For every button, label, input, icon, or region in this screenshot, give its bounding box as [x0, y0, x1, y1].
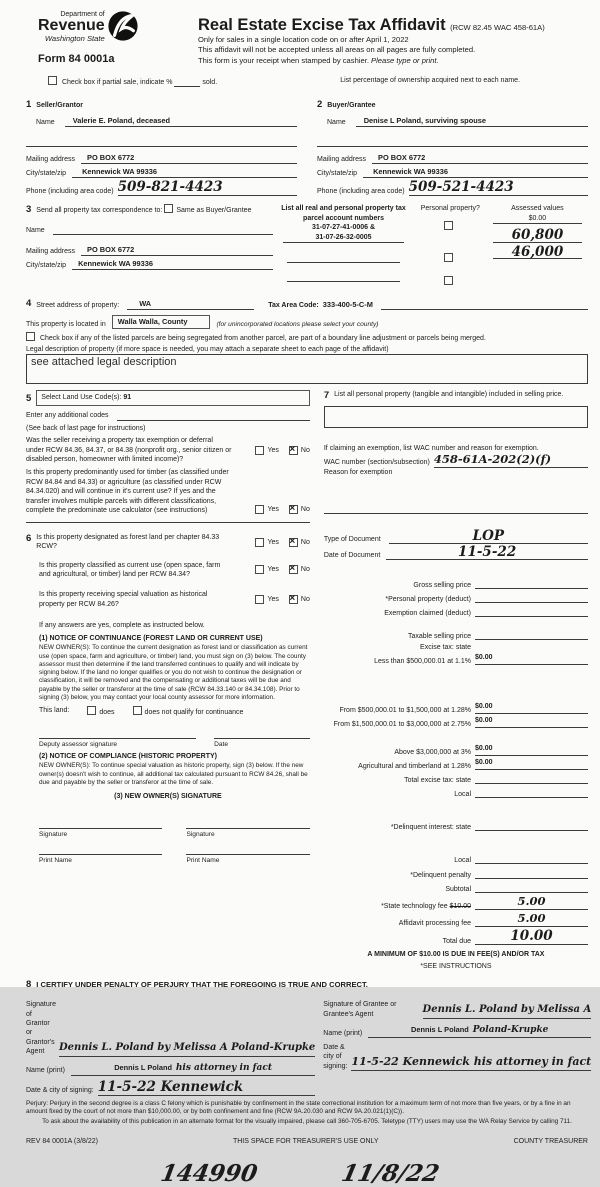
wac-number-field[interactable]: 458-61A-202(2)(f): [434, 454, 588, 468]
section7-number: 7: [323, 390, 330, 402]
tty-note: To ask about the availability of this publication in an alternate format for the visually impaired, please call 360-705-6705. Teletype (TTY) users may use the WA Relay Service by calling 711.: [42, 1118, 572, 1126]
parcel-field-2[interactable]: [287, 252, 399, 263]
tax-1.28-field: $0.00: [475, 703, 588, 714]
section3-name-field[interactable]: [53, 224, 274, 235]
grantee-name-print-label: Name (print): [323, 1029, 363, 1037]
section3-city-field[interactable]: Kennewick WA 99336: [72, 259, 273, 270]
seller-mailing-field[interactable]: PO BOX 6772: [81, 153, 297, 164]
seller-phone-field[interactable]: 509-821-4423: [118, 181, 297, 196]
county-select[interactable]: Walla Walla, County: [112, 315, 211, 329]
buyer-city-label: City/state/zip: [317, 169, 358, 177]
assessed-header: Assessed values: [511, 205, 564, 213]
personal-property-column: [414, 204, 487, 288]
delinquent-penalty-field[interactable]: [475, 868, 588, 879]
county-treasurer-label: COUNTY TREASURER: [513, 1137, 588, 1145]
s5q2-yes-checkbox[interactable]: [255, 505, 264, 514]
s5q1-yes-checkbox[interactable]: [255, 446, 264, 455]
buyer-section: [317, 94, 588, 196]
grantor-signature-field[interactable]: Dennis L. Poland by Melissa A Poland-Krupke: [59, 1043, 315, 1057]
section8-number: 8: [26, 979, 32, 991]
section8: [26, 979, 592, 1126]
seller-city-label: City/state/zip: [26, 169, 67, 177]
seller-name-label: Name: [36, 118, 55, 126]
does-checkbox[interactable]: [87, 706, 96, 715]
grantor-date-city-label: Date & city of signing:: [26, 1087, 94, 1095]
deputy-signature-label: Deputy assessor signature: [39, 740, 118, 748]
type-of-document-label: Type of Document: [323, 535, 381, 543]
section5-number: 5: [26, 392, 32, 404]
assessed-values-column: [487, 204, 588, 288]
section6-q1-text: Is this property designated as forest land per chapter 84.33 RCW?: [36, 533, 220, 551]
state-technology-fee-field[interactable]: 5.00: [475, 896, 588, 910]
assessed-value-2[interactable]: 46,000: [493, 243, 582, 259]
signature-rows: [26, 1000, 592, 1096]
affidavit-processing-fee-field[interactable]: 5.00: [475, 913, 588, 927]
certify-statement: I CERTIFY UNDER PENALTY OF PERJURY THAT THE FOREGOING IS TRUE AND CORRECT.: [36, 980, 368, 990]
seller-phone-label: Phone (including area code): [26, 187, 114, 195]
personal-property-list-box[interactable]: [324, 406, 588, 428]
right-column: [324, 390, 588, 971]
does-not-checkbox[interactable]: [133, 706, 142, 715]
section6-q3: Is this property receiving special valuation as historical property per RCW 84.26? Yes × No: [26, 590, 310, 609]
agency-sub: Washington State: [44, 33, 105, 43]
tax-area-extra-line[interactable]: [381, 299, 588, 310]
notice2-body: NEW OWNER(S): To continue special valuation as historic property, sign (3) below. If the new owner(s) doesn't wish to continue, all additional tax calculated pursuant to RCW 84.26, shall be due and payable by the seller or transferor at the time of sale.: [39, 762, 308, 786]
rev-number: REV 84 0001A (3/8/22): [26, 1137, 98, 1145]
minimum-note: A MINIMUM OF $10.00 IS DUE IN FEE(S) AND/OR TAX: [367, 951, 545, 959]
section7-heading-row: [324, 390, 588, 403]
located-label: This property is located in: [26, 320, 106, 328]
footer-row: [26, 1137, 588, 1146]
legal-description-label: Legal description of property (if more space is needed, you may attach a separate sheet to each page of the affidavit): [26, 345, 389, 353]
street-address-field[interactable]: WA: [127, 299, 254, 310]
tax-3-field: $0.00: [475, 745, 588, 756]
tax-area-value: 333-400-5-C-M: [322, 300, 373, 310]
taxable-selling-price-field[interactable]: [475, 629, 588, 640]
personal-property-checkbox-2[interactable]: [444, 253, 453, 262]
notice2-title: (2) NOTICE OF COMPLIANCE (HISTORIC PROPERTY): [39, 752, 217, 760]
land-use-code-box[interactable]: Select Land Use Code(s): 91: [36, 390, 310, 405]
partial-sale-label: Check box if partial sale, indicate %: [61, 78, 173, 86]
total-excise-state-field[interactable]: [475, 773, 588, 784]
this-land-row: This land: does does not qualify for continuance: [39, 707, 244, 717]
parties: [26, 94, 588, 196]
personal-property-checkbox-1[interactable]: [444, 221, 453, 230]
section5-q1-text: Was the seller receiving a property tax exemption or deferral under RCW 84.36, 84.37, or 84.38 (nonprofit org., senior citizen or disabled person, homeowner with limited income)?: [26, 437, 232, 464]
agency-block: [26, 10, 198, 66]
s6q2-no-checkbox[interactable]: [289, 565, 298, 574]
form-number: Form 84 0001a: [38, 53, 115, 65]
total-due-field[interactable]: 10.00: [475, 930, 588, 945]
ownership-note: List percentage of ownership acquired next to each name.: [340, 76, 521, 84]
any-yes-note: If any answers are yes, complete as instructed below.: [39, 622, 205, 630]
section3-left: [26, 204, 273, 288]
assessed-value-1[interactable]: 60,800: [493, 226, 582, 243]
tax-1.1-field: $0.00: [475, 654, 588, 665]
total-excise-local-field[interactable]: [475, 787, 588, 798]
s5q1-no-checkbox[interactable]: [289, 446, 298, 455]
reason-field[interactable]: [324, 503, 588, 514]
grantee-signature-field[interactable]: Dennis L. Poland by Melissa A: [423, 1005, 592, 1019]
same-as-buyer-checkbox[interactable]: [164, 204, 173, 213]
legal-description-box[interactable]: see attached legal description: [26, 354, 588, 384]
segregated-label: Check box if any of the listed parcels are being segregated from another parcel, are part of a boundary line adjustment or parcels being merged.: [39, 335, 486, 343]
grantor-date-city-field[interactable]: 11-5-22 Kennewick: [98, 1081, 316, 1096]
buyer-mailing-label: Mailing address: [317, 155, 367, 163]
this-land-label: This land:: [39, 707, 70, 715]
revenue-logo-icon: [107, 10, 139, 47]
buyer-name-label: Name: [327, 118, 346, 126]
section3-number: 3: [26, 204, 32, 216]
tax-agri-field: $0.00: [475, 759, 588, 770]
left-column: [26, 390, 324, 971]
new-owners-signature-title: (3) NEW OWNER(S) SIGNATURE: [114, 793, 222, 801]
section1-number: 1: [26, 99, 32, 111]
form-header: [26, 10, 588, 66]
tax-2.75-field: $0.00: [475, 717, 588, 728]
treasurer-space-label: THIS SPACE FOR TREASURER'S USE ONLY: [232, 1137, 379, 1145]
header-line3: This form is your receipt when stamped by cashier. Please type or print.: [198, 55, 439, 65]
s6q1-no-checkbox[interactable]: [289, 538, 298, 547]
same-as-buyer-label: Same as Buyer/Grantee: [176, 207, 252, 215]
section4: [26, 298, 588, 385]
grantee-name-print-field[interactable]: Dennis L Poland Poland-Krupke: [368, 1025, 591, 1038]
owner-signature-row: Signature Signature: [26, 828, 310, 838]
personal-property-deduct-field[interactable]: [475, 592, 588, 603]
parcel-column: [273, 204, 414, 288]
s5q2-no-checkbox[interactable]: [289, 505, 298, 514]
buyer-name2-field[interactable]: [317, 136, 588, 147]
buyer-phone-field[interactable]: 509-521-4423: [409, 181, 588, 196]
personal-property-header: Personal property?: [420, 205, 480, 213]
gross-selling-price-field[interactable]: [475, 578, 588, 589]
exemption-note: If claiming an exemption, list WAC number and reason for exemption.: [323, 445, 539, 453]
partial-percent-field[interactable]: [174, 76, 200, 87]
grantor-name-print-field[interactable]: Dennis L Poland his attorney in fact: [71, 1063, 315, 1076]
grantor-signature-label: Signature of Grantor or Grantor's Agent: [26, 1001, 56, 1056]
grantor-column: [26, 1000, 315, 1096]
buyer-heading: Buyer/Grantee: [327, 102, 376, 110]
s6q3-no-checkbox[interactable]: [289, 595, 298, 604]
section3-mailing-label: Mailing address: [26, 247, 76, 255]
parcel-1: 31-07-27-41-0006 &: [311, 224, 376, 232]
section3: [26, 204, 588, 288]
section5-q2: Is this property predominantly used for timber (as classified under RCW 84.84 and 84.33) or agriculture (as classified under RCW 84.34.020) and will continue in it's current use? If yes and the transfer involves multiple parcels with different classifications, complete the predominate use calculator (see instructions) Yes × No: [26, 468, 310, 522]
treasurer-stamp-date: 11/8/22: [339, 1160, 442, 1187]
segregated-checkbox[interactable]: [26, 332, 35, 341]
partial-sale-checkbox[interactable]: [48, 76, 57, 85]
s6q2-yes-checkbox[interactable]: [255, 565, 264, 574]
type-of-document-field[interactable]: LOP: [389, 530, 588, 544]
section6-q2: Is this property classified as current use (open space, farm and agricultural, or timber) land per RCW 84.34? Yes × No: [26, 561, 310, 580]
section5-q1: Was the seller receiving a property tax exemption or deferral under RCW 84.36, 84.37, or 84.38 (nonprofit org., senior citizen or disabled person, homeowner with limited income)? Yes × No: [26, 436, 310, 464]
section3-mailing-field[interactable]: PO BOX 6772: [81, 245, 273, 256]
section6-number: 6: [26, 532, 32, 544]
agency-name: Revenue: [38, 17, 105, 35]
seller-section: [26, 94, 297, 196]
buyer-city-field[interactable]: Kennewick WA 99336: [363, 167, 588, 178]
buyer-mailing-field[interactable]: PO BOX 6772: [372, 153, 588, 164]
exemption-claimed-field[interactable]: [475, 606, 588, 617]
parcel-2: 31-07-26-32-0005: [283, 233, 404, 243]
treasurer-stamp-number: 144990: [158, 1160, 260, 1187]
partial-sale-row: [26, 76, 588, 87]
tax-area-label: Tax Area Code:: [268, 302, 319, 309]
grantee-date-city-field[interactable]: 11-5-22 Kennewick his attorney in fact: [351, 1056, 591, 1071]
treasurer-stamps: [26, 1160, 588, 1187]
s6q1-yes-checkbox[interactable]: [255, 538, 264, 547]
section3-city-label: City/state/zip: [26, 261, 67, 269]
section4-number: 4: [26, 297, 32, 309]
delinquent-interest-local-field[interactable]: [475, 853, 588, 864]
title-block: [198, 10, 588, 66]
date-of-document-field[interactable]: 11-5-22: [386, 546, 588, 560]
seller-name2-field[interactable]: [26, 136, 297, 147]
section2-number: 2: [317, 99, 323, 111]
seller-name-field[interactable]: Valerie E. Poland, deceased: [65, 116, 297, 127]
additional-codes-label: Enter any additional codes: [26, 412, 109, 420]
seller-city-field[interactable]: Kennewick WA 99336: [72, 167, 297, 178]
s6q3-yes-checkbox[interactable]: [255, 595, 264, 604]
seller-heading: Seller/Grantor: [36, 102, 83, 110]
section3-name-label: Name: [26, 226, 45, 234]
date-of-document-label: Date of Document: [323, 551, 381, 559]
grantor-name-print-label: Name (print): [26, 1067, 65, 1075]
tax-computation: Gross selling price *Personal property (deduct) Exemption claimed (deduct) Taxable selling price Excise tax: state Less than $500,000.01 at 1.1% $0.00 From $500,000.01 to $1,500,000 at 1.28% $0.00 From $1,500,000.01 to $3,000,000 at 2.75% $0.00 Above $3,000,000 at 3% $0.00 Agricultural and timberland at 1.28% $0.00 Total excise tax: state Local *Delinquent interest: state Local *Delinquent penalty Subtotal *State technology fee $10.00 5.00 Affidavit processing fee 5.00 Total due 10.00 A MINIMUM OF $10.00 IS DUE IN FEE(S) AND/OR TAX *SEE INSTRUCTIONS: [324, 578, 588, 971]
subtotal-field[interactable]: [475, 882, 588, 893]
form-title-rcw: (RCW 82.45 WAC 458-61A): [450, 23, 545, 32]
buyer-phone-label: Phone (including area code): [317, 187, 405, 195]
form-title: Real Estate Excise Tax Affidavit: [198, 16, 446, 34]
notice1-body: NEW OWNER(S): To continue the current designation as forest land or classification as current use (open space, farm and agriculture, or timber) land, you must sign on (3) below. The county assessor must then determine if the land transferred continues to qualify and will indicate by signing below. If the land no longer qualifies or you do not wish to continue the designation or classification, it will be removed and the compensating or additional taxes will be due and payable by the seller or transferor at the time of sale (RCW 84.33.140 or 84.34.108). Prior to signing (3) below, you may contact your local county assessor for more information.: [39, 644, 308, 702]
header-line2: This affidavit will not be accepted unless all areas on all pages are fully completed.: [198, 45, 476, 55]
agency-top: Department of: [60, 11, 105, 18]
deputy-row: [26, 738, 310, 748]
section6-q2-text: Is this property classified as current use (open space, farm and agricultural, or timber) land per RCW 84.34?: [39, 561, 221, 578]
section5-q2-text: Is this property predominantly used for timber (as classified under RCW 84.84 and 84.33) or agriculture (as classified under RCW 84.34.020) and will continue in it's current use? If yes and the transfer involves multiple parcels with different classifications, complete the predominate use calculator (see instructions): [26, 469, 229, 515]
header-line1: Only for sales in a single location code on or after April 1, 2022: [198, 35, 409, 44]
see-instructions-note: *SEE INSTRUCTIONS: [420, 962, 492, 970]
located-note: (for unincorporated locations please select your county): [216, 320, 379, 328]
section6-q3-text: Is this property receiving special valuation as historical property per RCW 84.26?: [39, 591, 208, 608]
deputy-date-label: Date: [214, 740, 229, 748]
grantee-column: [323, 1000, 591, 1096]
section7-heading: List all personal property (tangible and intangible) included in selling price.: [334, 391, 564, 399]
partial-sold-label: sold.: [202, 78, 218, 86]
personal-property-checkbox-3[interactable]: [444, 276, 453, 285]
buyer-name-field[interactable]: Denise L Poland, surviving spouse: [356, 116, 588, 127]
wac-number-label: WAC number (section/subsection): [323, 459, 430, 467]
see-back-note: (See back of last page for instructions): [26, 424, 146, 432]
perjury-note: Perjury: Perjury in the second degree is a class C felony which is punishable by confinement in the state correctional institution for a maximum term of not more than five years, or by a fine in an amount fixed by the court of not more than $10,000.00, or by both confinement and fine (RCW 9A.20.030 and RCW 9A.20.021(1)(C)).: [26, 1099, 571, 1116]
notice1-title: (1) NOTICE OF CONTINUANCE (FOREST LAND OR CURRENT USE): [39, 634, 263, 642]
parcel-header: List all real and personal property tax parcel account numbers: [281, 205, 406, 222]
delinquent-interest-state-field[interactable]: [475, 820, 588, 831]
street-address-label: Street address of property:: [36, 302, 120, 309]
parcel-field-3[interactable]: [287, 271, 399, 282]
grantee-date-city-label: Date & city of signing:: [323, 1043, 348, 1070]
reason-for-exemption-label: Reason for exemption: [323, 468, 393, 476]
grantee-signature-label: Signature of Grantee or Grantee's Agent: [323, 1001, 397, 1018]
owner-printname-row: Print Name Print Name: [26, 854, 310, 864]
section6-q1: 6 Is this property designated as forest land per chapter 84.33 RCW? Yes × No: [26, 533, 310, 552]
section3-heading: Send all property tax correspondence to:: [36, 207, 163, 215]
mid-columns: [26, 390, 588, 971]
seller-mailing-label: Mailing address: [26, 155, 76, 163]
additional-codes-field[interactable]: [117, 410, 310, 421]
assessed-value-0: $0.00: [493, 214, 582, 224]
